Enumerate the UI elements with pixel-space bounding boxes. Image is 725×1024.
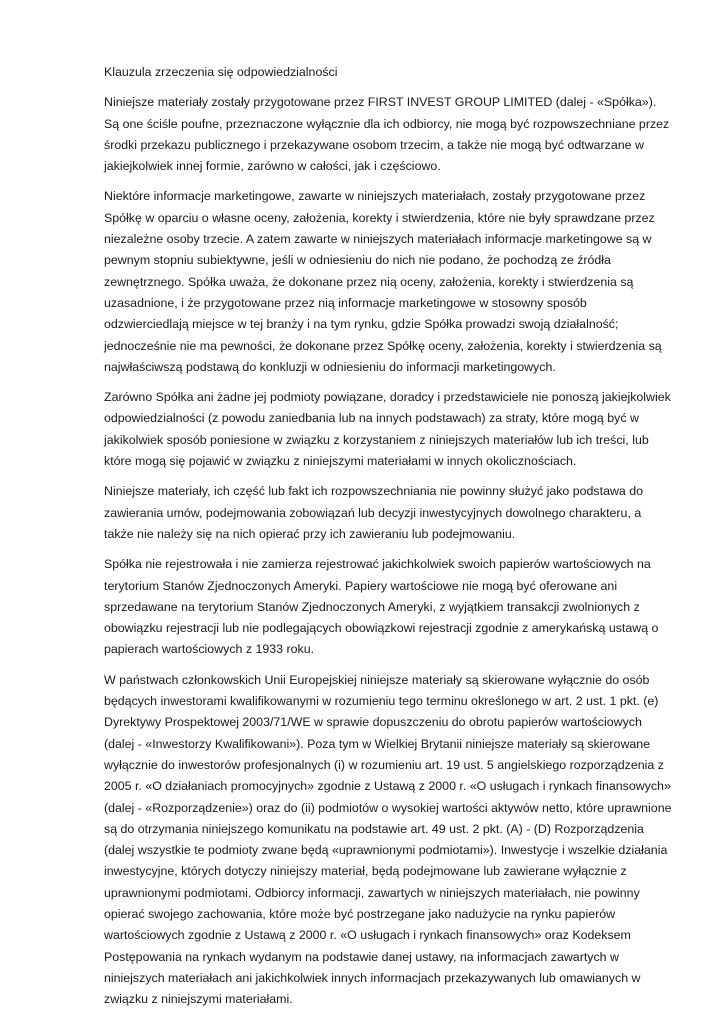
paragraph-marketing-information: Niektóre informacje marketingowe, zawarte w niniejszych materiałach, zostały przygotowane przez Spółkę w oparciu o własne oceny, założenia, korekty i stwierdzenia, które nie były sprawdzane przez niezależne osoby trzecie. A zatem zawarte w niniejszych materiałach informacje marketingowe są w pewnym stopniu subiektywne, jeśli w odniesieniu do nich nie podano, że pochodzą ze źródła zewnętrznego. Spółka uważa, że dokonane przez nią oceny, założenia, korekty i stwierdzenia są uzasadnione, i że przygotowane przez nią informacje marketingowe w stosowny sposób odzwierciedlają miejsce w tej branży i na tym rynku, gdzie Spółka prowadzi swoją działalność; jednocześnie nie ma pewności, że dokonane przez Spółkę oceny, założenia, korekty i stwierdzenia są najwłaściwszą podstawą do konkluzji w odniesieniu do informacji marketingowych. xyxy=(104,189,662,374)
paragraph-us-securities: Spółka nie rejestrowała i nie zamierza rejestrować jakichkolwiek swoich papierów wartościowych na terytorium Stanów Zjednoczonych Ameryki. Papiery wartościowe nie mogą być oferowane ani sprzedawane na terytorium Stanów Zjednoczonych Ameryki, z wyjątkiem transakcji zwolnionych z obowiązku rejestracji lub nie podlegających obowiązkowi rejestracji zgodnie z amerykańską ustawą o papierach wartościowych z 1933 roku. xyxy=(104,557,659,657)
document-title: Klauzula zrzeczenia się odpowiedzialności xyxy=(104,65,338,79)
document-page xyxy=(104,62,672,1019)
paragraph-not-basis-for-contracts: Niniejsze materiały, ich część lub fakt ich rozpowszechniania nie powinny służyć jako podstawa do zawierania umów, podejmowania zobowiązań lub decyzji inwestycyjnych dowolnego charakteru, a także nie należy się na nich opierać przy ich zawieraniu lub podejmowaniu. xyxy=(104,484,644,541)
paragraph-liability: Zarówno Spółka ani żadne jej podmioty powiązane, doradcy i przedstawiciele nie ponoszą jakiejkolwiek odpowiedzialności (z powodu zaniedbania lub na innych podstawach) za straty, które mogą być w jakikolwiek sposób poniesione w związku z korzystaniem z niniejszych materiałów lub ich treści, lub które mogą się pojawić w związku z niniejszymi materiałami w innych okolicznościach. xyxy=(104,390,671,469)
paragraph-eu-uk-investors: W państwach członkowskich Unii Europejskiej niniejsze materiały są skierowane wyłącznie do osób będących inwestorami kwalifikowanymi w rozumieniu tego terminu określonego w art. 2 ust. 1 pkt. (e) Dyrektywy Prospektowej 2003/71/WE w sprawie dopuszczeniu do obrotu papierów wartościowych (dalej - «Inwestorzy Kwalifikowani»). Poza tym w Wielkiej Brytanii niniejsze materiały są skierowane wyłącznie do inwestorów profesjonalnych (i) w rozumieniu art. 19 ust. 5 angielskiego rozporządzenia z 2005 r. «O działaniach promocyjnych» zgodnie z Ustawą z 2000 r. «O usługach i rynkach finansowych» (dalej - «Rozporządzenie») oraz do (ii) podmiotów o wysokiej wartości aktywów netto, które uprawnione są do otrzymania niniejszego komunikatu na podstawie art. 49 ust. 2 pkt. (A) - (D) Rozporządzenia (dalej wszystkie te podmioty zwane będą «uprawnionymi podmiotami»). Inwestycje i wszelkie działania inwestycyjne, których dotyczy niniejszy materiał, będą podejmowane lub zawierane wyłącznie z uprawnionymi podmiotami. Odbiorcy informacji, zawartych w niniejszych materiałach, nie powinny opierać swojego zachowania, które może być postrzegane jako nadużycie na rynku papierów wartościowych zgodnie z Ustawą z 2000 r. «O usługach i rynkach finansowych» oraz Kodeksem Postępowania na rynkach wydanym na podstawie danej ustawy, na informacjach zawartych w niniejszych materiałach ani jakichkolwiek innych informacjach przekazywanych lub omawianych w związku z niniejszymi materiałami. xyxy=(104,672,672,1007)
paragraph-confidentiality: Niniejsze materiały zostały przygotowane przez FIRST INVEST GROUP LIMITED (dalej - «Spółka»). Są one ściśle poufne, przeznaczone wyłącznie dla ich odbiorcy, nie mogą być rozpowszechniane przez środki przekazu publicznego i przekazywane osobom trzecim, a także nie mogą być odtwarzane w jakiejkolwiek innej formie, zarówno w całości, jak i częściowo. xyxy=(104,95,670,174)
